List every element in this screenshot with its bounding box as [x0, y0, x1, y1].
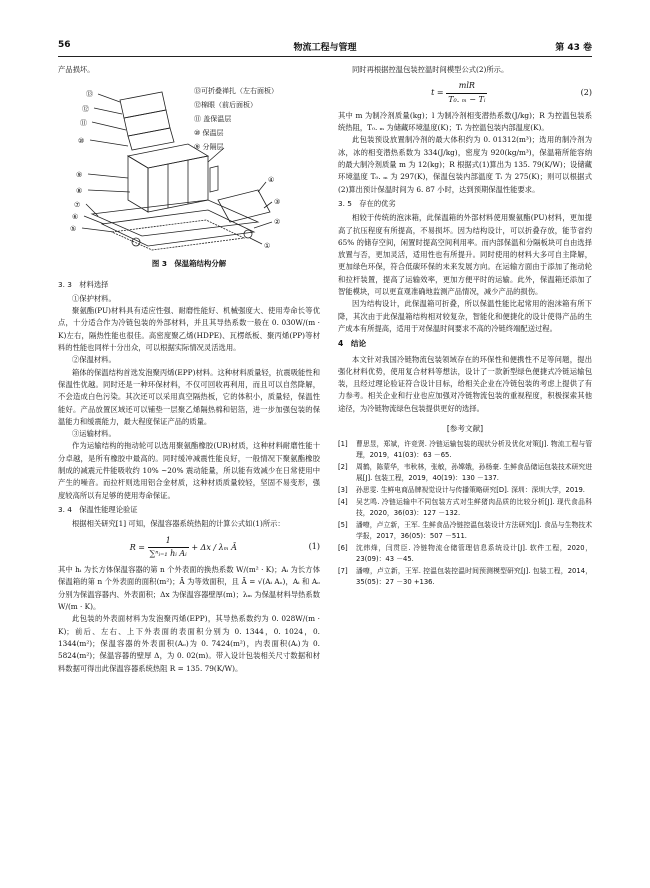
legend-item: ⑪ 盖保温层 — [194, 115, 232, 124]
section-heading-3-5: 3. 5 存在的优劣 — [338, 198, 396, 208]
eq1-tail: + Δx / λₘ Ā — [191, 542, 237, 552]
callout-4: ④ — [268, 176, 275, 185]
journal-title: 物流工程与管理 — [293, 43, 357, 53]
callout-6: ⑥ — [72, 213, 79, 222]
callout-11: ⑪ — [80, 119, 87, 128]
page-number: 56 — [58, 40, 71, 50]
legend-item: ⑬可折叠禅扎（左右面板） — [194, 87, 278, 96]
section-heading-3-3: 3. 3 材料选择 — [58, 279, 109, 289]
page-header — [58, 40, 592, 54]
figure-3 — [58, 82, 320, 254]
paragraph: 其中 m 为制冷剂质量(kg)；l 为制冷剂相变潜热系数(J/kg)；R 为控温包装系统热阻，T₀. ₘ 为储藏环境温度(K)；Tᵢ 为控温包装内部温度(K)。 — [338, 110, 592, 133]
paragraph: 此包装的外表面材料为发泡聚丙烯(EPP)，其导热系数约为 0. 028W/(m · K)；前后、左右、上下外表面的表面积分别为 0. 1344，0. 1024，0. 1344(m²)；保温容器的外表面积(Aₒ)为 0. 7424(m²)，内表面积(Aᵢ)为 0. 5824(m²)；保温容器的壁厚 Δ，为 0. 02(m)。带入设计包装相关尺寸数据和材料数据可得出此保温容器系统热阻 R = 135. 79(K/W)。 — [58, 614, 320, 673]
legend-item: ⑩ 保温层 — [194, 129, 224, 138]
callout-10: ⑩ — [78, 137, 85, 146]
callout-12: ⑫ — [82, 105, 89, 114]
reference-list — [338, 439, 592, 588]
eq2-lhs: t = — [431, 88, 447, 98]
equation-1 — [58, 535, 320, 561]
section-heading-3-4: 3. 4 保温性能理论验证 — [58, 504, 138, 514]
paragraph: 因为结构设计，此保温箱可折叠，所以保温性能比起常用的泡沫箱有所下降，其次由于此保温箱结构相对较复杂，智能化和便捷化的设计使得产品的生产成本有所提高，适用于对保温时间要求不高的冷链终端配送过程。 — [338, 299, 592, 333]
reference-item: [2] 周鹤，陈蒙华，韦秋林，张敏，孙嫦娥，孙杨豪. 生鲜食品储运包装技术研究进展[J]. 包装工程，2019，40(19)：130 －137. — [338, 463, 592, 483]
left-column — [58, 64, 320, 675]
reference-item: [6] 沈炜烽，闫贯臣. 冷链物流仓储管理信息系统设计[J]. 软件工程，2020，23(09)：43 －45. — [338, 544, 592, 564]
reference-item: [5] 潘嘹，卢立新，王军. 生鲜食品冷链控温包装设计方法研究[J]. 食品与生物技术学报，2017，36(05)：507 －511. — [338, 521, 592, 541]
paragraph: 聚氨酯(PU)材料具有适应性强、耐磨性能好、机械强度大、使用寿命长等优点，十分适合作为冷链包装的外部材料，并且其导热系数一般在 0. 030W/(m · K)左右，隔热性能也很佳。高密度聚乙烯(HDPE)、瓦楞纸板、聚丙烯(PP)等材料的性能也同样十分出众，可以根据实际情况灵活选用。 — [58, 306, 320, 353]
callout-2: ② — [274, 218, 281, 227]
figure-caption: 图 3 保温箱结构分解 — [151, 259, 227, 269]
paragraph: 箱体的保温结构首选发泡聚丙烯(EPP)材料。这种材料质量轻，抗震吸能性和保温性优越。同时还是一种环保材料，不仅可回收再利用，而且可以自然降解，不会造成白色污染。其次还可以采用真空隔热板，它的体积小，质量轻，保温性能好。产品放置区域还可以铺垫一层聚乙烯隔热棉和铝箔，进一步加强包装的保温能力和缓震能力，最大程度保证产品的质量。 — [58, 367, 320, 426]
callout-7: ⑦ — [74, 201, 81, 210]
references-title: [参考文献] — [446, 424, 484, 434]
reference-item: [1] 曹思昱，郑斌，许竞贤. 冷链运输包装的现状分析及优化对策[J]. 物流工程与管理，2019，41(03)：63 －65. — [338, 440, 592, 460]
paragraph: 产品损坏。 — [58, 65, 95, 74]
reference-item: [4] 吴艺鸣. 冷链运输中不同包装方式对生鲜猪肉品质的比较分析[J]. 现代食品科技，2020，36(03)：127 －132. — [338, 498, 592, 518]
eq1-numerator: 1 — [148, 535, 189, 548]
callout-3: ③ — [274, 198, 281, 207]
callout-1: ① — [264, 242, 271, 251]
right-column — [338, 64, 592, 589]
eq1-denominator: ∑ⁿᵢ₌₁ hᵢ Aᵢ — [149, 548, 187, 558]
subheading: ③运输材料。 — [72, 429, 116, 439]
reference-item: [7] 潘嘹，卢立新，王军. 控温包装控温时间预测模型研究[J]. 包装工程，2014，35(05)：27 －30 +136. — [338, 567, 592, 587]
callout-13: ⑬ — [86, 90, 93, 99]
paragraph: 本文针对我国冷链物流包装领域存在的环保性和便携性不足等问题，提出强化材料优势，使用复合材料等想法，设计了一款新型绿色便捷式冷链运输包装，且经过理论验证符合设计目标，给相关企业在冷链包装的考虑上提供了有力参考。相关企业和行业也应加强对冷链物流包装的重视程度，积极探索其他途径，为冷链物流绿色包装提供更好的选择。 — [338, 354, 592, 413]
callout-8: ⑧ — [76, 187, 83, 196]
header-rule — [58, 56, 592, 57]
legend-item: ⑨ 分隔层 — [194, 143, 224, 152]
callout-9: ⑨ — [76, 171, 83, 180]
paragraph: 作为运输结构的拖动轮可以选用聚氨酯橡胶(UR)材质，这种材料耐磨性能十分卓越，是所有橡胶中最高的。同时缓冲减震性能良好，一般情况下聚氨酯橡胶制成的减震元件能吸收约 10% ~20% 震动能量，所以能有效减少在日常使用中产生的噪音。而拉杆则选用铝合金材质，这种材质质量较轻，坚固不易变形，强度较高所以有足够的使用寿命保证。 — [58, 441, 320, 500]
paragraph: 其中 hᵢ 为长方体保温容器的第 n 个外表面的换热系数 W/(m² · K)；Aᵢ 为长方体保温箱的第 n 个外表面的面积(m²)；Ā 为等效面积，且 Ā = √(Aᵢ Aₒ)，Aᵢ 和 Aₒ 分别为保温容器内、外表面积；Δx 为保温容器壁厚(m)；λₘ 为保温材料导热系数 W/(m · K)。 — [58, 565, 320, 612]
paragraph: 根据相关研究[1] 可知，保温容器系统热阻的计算公式如(1)所示： — [72, 519, 285, 529]
eq2-numerator: mlR — [446, 80, 487, 93]
paragraph: 相较于传统的泡沫箱，此保温箱的外部材料使用聚氨酯(PU)材料，更加提高了抗压程度有所提高，不易损坏。因为结构设计，可以折叠存放，能节省约 65% 的储存空间，闲置时提高空间利用率。而内部保温和分隔板块可自由选择放置与否，更加灵活，适用性也有所提升。同时使用的材料大多可自主降解，更加绿色环保，符合低碳环保的未来发展方向。在运输方面由于添加了拖动轮和拉杆装置，提高了运输效率，更加方便平时的运输。此外，保温箱还添加了智能模块，可以更直观准确地监测产品情况，减少产品的损伤。 — [338, 213, 592, 297]
paragraph: 此包装预设放置制冷剂的最大体积约为 0. 01312(m³)；选用的制冷剂为冰，冰的相变潜热系数为 334(J/kg)，密度为 920(kg/m³)，保温箱所能容纳的最大制冷剂质量 m 为 12(kg)；R 根据式(1)算出为 135. 79(K/W)；设储藏环境温度 T₀. ₘ 为 297(K)，保温包装内部温度 Tᵢ 为 275(K)；则可以根据式(2)算出预计保温时间为 6. 87 小时，达到预期保温性能要求。 — [338, 135, 592, 194]
eq2-denominator: T₀. ₘ − Tᵢ — [448, 94, 486, 104]
volume-label: 第 43 卷 — [555, 43, 592, 53]
equation-2 — [338, 80, 592, 106]
section-heading-4: 4 结论 — [338, 339, 367, 349]
callout-5: ⑤ — [70, 225, 77, 234]
insulated-box-exploded-diagram — [58, 82, 320, 254]
equation-number: (2) — [580, 87, 592, 97]
subheading: ②保温材料。 — [72, 355, 116, 365]
reference-item: [3] 孙思雯. 生鲜电商品牌视觉设计与传播策略研究[D]. 深圳：深圳大学，2019. — [338, 486, 585, 495]
paragraph: 同时再根据控温包装控温时间模型公式(2)所示。 — [352, 65, 509, 74]
subheading: ①保护材料。 — [72, 293, 116, 303]
figure-legend — [194, 84, 278, 154]
legend-item: ⑫棉眼（前后面板） — [194, 101, 257, 110]
equation-number: (1) — [308, 542, 320, 552]
eq1-lhs: R = — [129, 542, 148, 552]
